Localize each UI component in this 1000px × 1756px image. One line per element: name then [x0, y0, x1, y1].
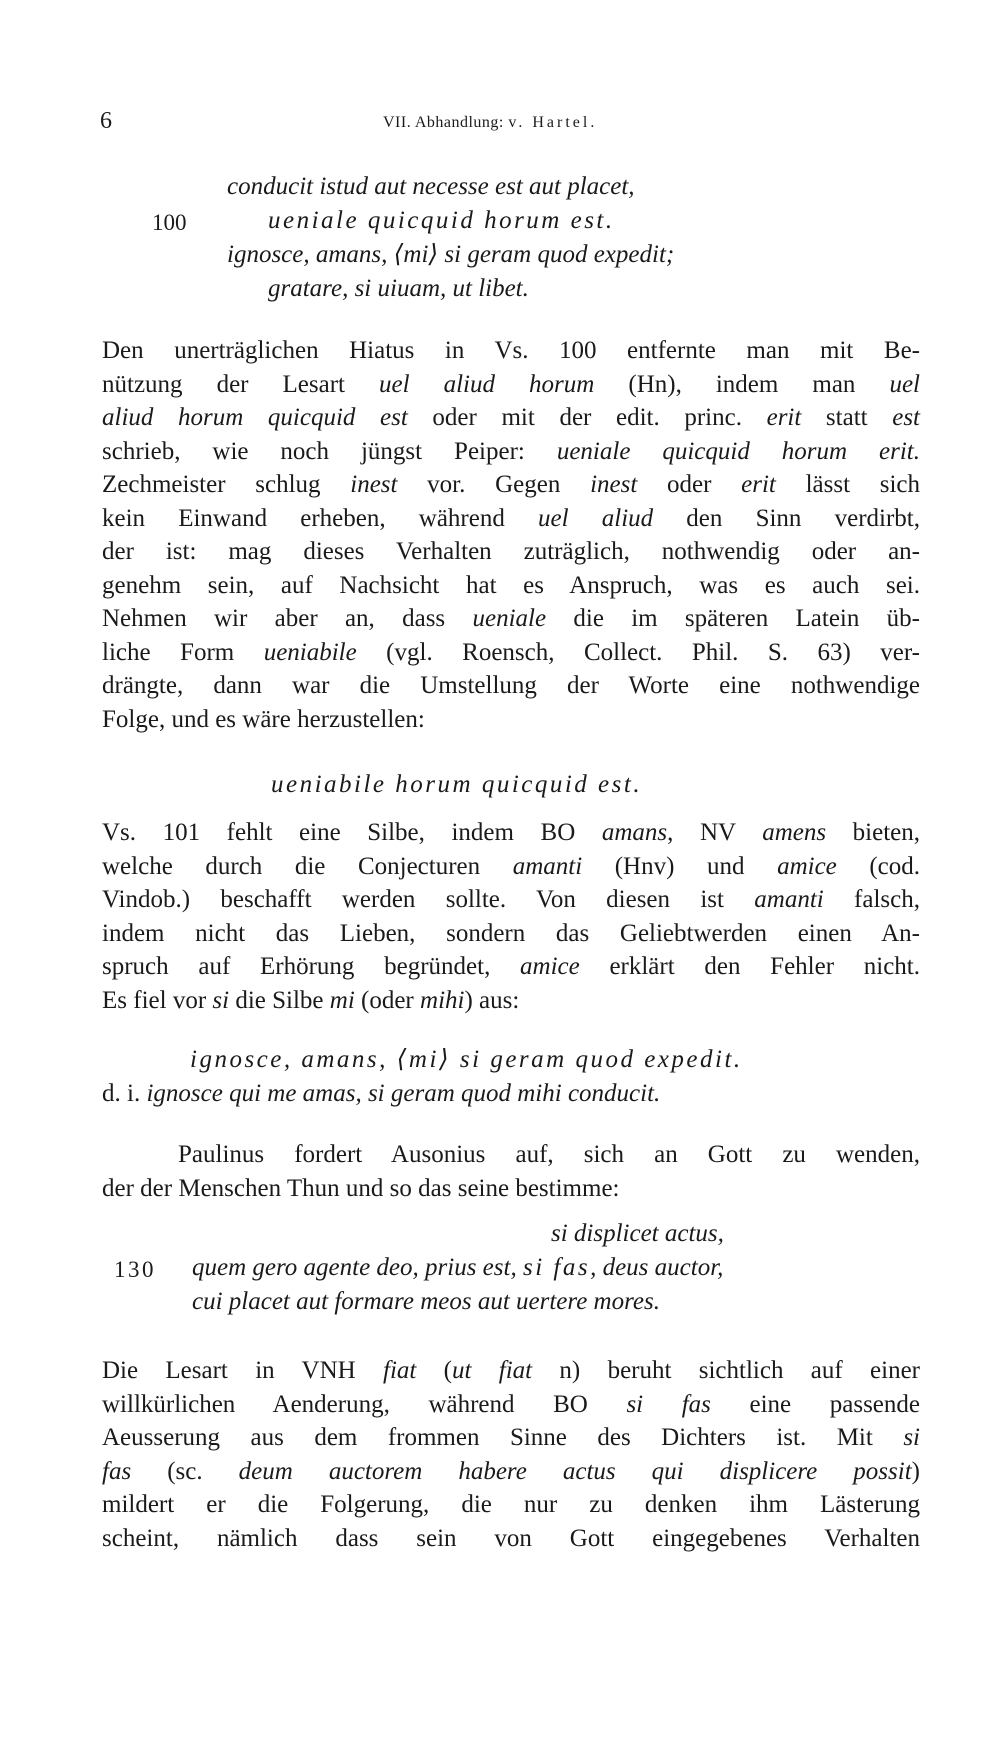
text-segment: den Sinn verdirbt, — [653, 504, 920, 532]
italic-segment: ueniale — [472, 605, 547, 632]
italic-segment: amice — [520, 953, 580, 980]
text-line — [102, 1356, 920, 1386]
italic-segment: fiat — [383, 1357, 417, 1384]
text-segment: die im späteren Latein üb- — [546, 605, 920, 632]
italic-segment: amans — [601, 819, 668, 846]
italic-segment: fas — [102, 1457, 132, 1485]
italic-segment: est — [892, 404, 921, 431]
italic-segment: si — [903, 1424, 920, 1451]
text-line — [102, 1423, 920, 1453]
text-segment: eine passende — [710, 1390, 920, 1418]
text-segment: , NV — [667, 819, 763, 846]
text-line — [102, 952, 920, 982]
text-line — [102, 638, 920, 668]
formula-1: ueniabile horum quicquid est. — [271, 771, 643, 798]
text-segment: (Hn), indem man — [594, 370, 890, 398]
text-segment: der der Menschen Thun und so das seine bestimme: — [102, 1174, 620, 1202]
text-line — [102, 705, 920, 735]
italic-segment: inest — [350, 471, 398, 498]
text-segment: (Hnv) und — [582, 852, 778, 880]
text-segment: Den unerträglichen Hiatus in Vs. 100 entfernte man mit Be- — [102, 337, 920, 364]
italic-segment: uel aliud — [538, 504, 654, 532]
text-segment: lässt sich — [775, 471, 921, 498]
text-segment: ) aus: — [464, 986, 520, 1014]
text-segment: drängte, dann war die Umstellung der Worte eine nothwendige — [102, 672, 920, 699]
text-line — [102, 1490, 920, 1520]
italic-segment: si fas — [626, 1390, 711, 1418]
text-segment: nützung der Lesart — [102, 370, 380, 398]
text-segment: willkürlichen Aenderung, während BO — [102, 1390, 627, 1418]
verse1-line3: ignosce, amans, ⟨mi⟩ si geram quod expedit; — [227, 241, 675, 268]
text-line — [102, 919, 920, 949]
text-line — [102, 1457, 920, 1487]
text-segment: Folge, und es wäre herzustellen: — [102, 705, 425, 733]
page-number: 6 — [100, 108, 112, 134]
text-line — [102, 986, 920, 1016]
text-line — [102, 671, 920, 701]
text-segment: (oder — [354, 986, 421, 1014]
text-line — [102, 604, 920, 634]
verse1-line2: ueniale quicquid horum est. — [268, 207, 615, 234]
italic-segment: amanti — [754, 886, 824, 913]
italic-segment: uel aliud horum — [379, 370, 595, 398]
italic-segment: ueniabile — [263, 638, 357, 666]
text-segment: erklärt den Fehler nicht. — [579, 953, 920, 980]
text-segment: Zechmeister schlug — [102, 471, 351, 498]
text-line — [102, 1390, 920, 1420]
text-segment: oder — [637, 471, 742, 498]
text-segment: mildert er die Folgerung, die nur zu denken ihm Lästerung — [102, 1491, 920, 1518]
text-segment: scheint, nämlich dass sein von Gott eingegebenes Verhalten — [102, 1524, 920, 1552]
italic-segment: amens — [762, 819, 827, 846]
text-line — [102, 852, 920, 882]
text-line — [102, 370, 920, 400]
italic-segment: erit — [741, 471, 776, 498]
verse2-line1: si displicet actus, — [551, 1220, 724, 1247]
verse2-number: 130 — [114, 1257, 156, 1282]
header-author: v. Hartel. — [508, 114, 598, 131]
italic-segment: inest — [590, 471, 638, 498]
verse1-line1: conducit istud aut necesse est aut placet, — [227, 173, 635, 200]
italic-segment: aliud horum quicquid est — [102, 404, 408, 431]
text-segment: kein Einwand erheben, während — [102, 504, 539, 532]
verse2-line2 — [192, 1253, 723, 1283]
formula-3: ignosce qui me amas, si geram quod mihi conducit. — [146, 1080, 661, 1107]
italic-segment: deum auctorem habere actus qui displicere possit — [238, 1457, 912, 1485]
formula-3-prefix: d. i. — [102, 1080, 147, 1107]
formula-3-line — [102, 1079, 660, 1109]
formula-2: ignosce, amans, ⟨mi⟩ si geram quod expedit. — [190, 1046, 743, 1073]
text-line — [102, 403, 920, 433]
italic-segment: ueniale quicquid horum erit. — [556, 437, 920, 465]
text-segment: die Silbe — [229, 986, 330, 1014]
text-segment: (cod. — [836, 852, 921, 880]
italic-segment: uel — [889, 370, 920, 398]
italic-segment: erit — [766, 404, 802, 431]
italic-segment: amanti — [512, 852, 583, 880]
text-segment: Nehmen wir aber an, dass — [102, 605, 473, 632]
verse1-number: 100 — [152, 210, 187, 235]
text-line — [102, 1524, 920, 1554]
text-segment: ( — [416, 1357, 452, 1384]
text-segment: indem nicht das Lieben, sondern das Geliebtwerden einen An- — [102, 919, 920, 947]
text-line — [102, 504, 920, 534]
text-segment: schrieb, wie noch jüngst Peiper: — [102, 437, 557, 465]
text-line — [102, 437, 920, 467]
italic-segment: ut fiat — [452, 1357, 533, 1384]
italic-segment: amice — [777, 852, 837, 880]
verse2-line2-part1: quem gero agente deo, prius est, — [192, 1254, 523, 1281]
text-line — [102, 818, 920, 848]
text-segment: welche durch die Conjecturen — [102, 852, 513, 880]
text-segment: Paulinus fordert Ausonius auf, sich an Gott zu wenden, — [178, 1141, 920, 1168]
italic-segment: si — [212, 986, 230, 1014]
text-segment: vor. Gegen — [397, 471, 591, 498]
text-segment: Aeusserung aus dem frommen Sinne des Dichters ist. Mit — [102, 1424, 904, 1451]
text-segment: ) — [911, 1457, 920, 1485]
text-line — [102, 1174, 920, 1204]
text-segment: Es fiel vor — [102, 986, 213, 1014]
text-segment: Vs. 101 fehlt eine Silbe, indem BO — [102, 819, 602, 846]
running-header — [383, 114, 597, 132]
text-line — [102, 336, 920, 366]
text-segment: liche Form — [102, 638, 264, 666]
text-line — [178, 1140, 920, 1170]
text-segment: bieten, — [826, 819, 920, 846]
text-segment: oder mit der edit. princ. — [407, 404, 767, 431]
text-line — [102, 470, 920, 500]
text-segment: statt — [801, 404, 893, 431]
verse1-line4: gratare, si uiuam, ut libet. — [268, 275, 529, 302]
verse2-line2-si-fas: si fas — [522, 1254, 591, 1281]
header-prefix: VII. Abhandlung: — [383, 114, 504, 131]
text-line — [102, 537, 920, 567]
text-segment: Vindob.) beschafft werden sollte. Von diesen ist — [102, 886, 755, 913]
text-line — [102, 571, 920, 601]
text-segment: (vgl. Roensch, Collect. Phil. S. 63) ver- — [356, 638, 921, 666]
text-segment: der ist: mag dieses Verhalten zuträglich, nothwendig oder an- — [102, 538, 920, 565]
text-segment: falsch, — [823, 886, 920, 913]
text-segment: (sc. — [131, 1457, 239, 1485]
italic-segment: mi — [329, 986, 355, 1014]
italic-segment: mihi — [420, 986, 465, 1014]
verse2-line3: cui placet aut formare meos aut uertere mores. — [192, 1288, 660, 1315]
text-line — [102, 885, 920, 915]
text-segment: genehm sein, auf Nachsicht hat es Anspruch, was es auch sei. — [102, 571, 920, 599]
verse2-line2-part3: , deus auctor, — [590, 1254, 724, 1281]
text-segment: Die Lesart in VNH — [102, 1357, 383, 1384]
text-segment: n) beruht sichtlich auf einer — [532, 1357, 920, 1384]
text-segment: spruch auf Erhörung begründet, — [102, 953, 521, 980]
